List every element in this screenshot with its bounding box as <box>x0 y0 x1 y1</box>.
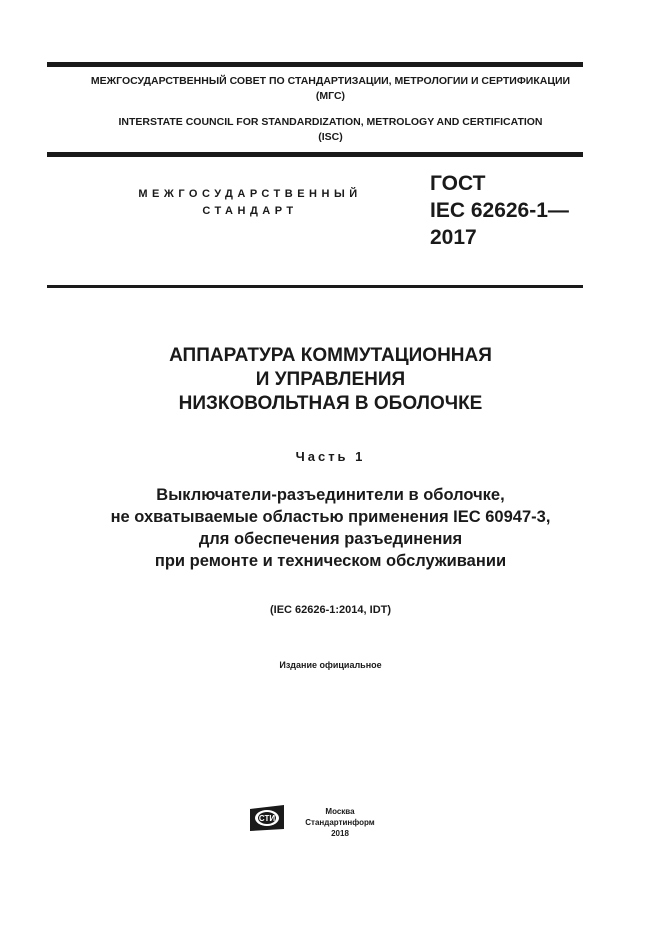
subtitle-line4: при ремонте и техническом обслуживании <box>154 552 507 570</box>
subtitle-line3: для обеспечения разъединения <box>198 530 463 548</box>
standard-type-line1: МЕЖГОСУДАРСТВЕННЫЙ <box>138 188 362 200</box>
middle-rule <box>47 152 583 157</box>
edition-label: Издание официальное <box>279 660 382 670</box>
title-line1: АППАРАТУРА КОММУТАЦИОННАЯ <box>169 345 492 366</box>
publisher-year: 2018 <box>331 829 349 838</box>
subtitle-line1: Выключатели-разъединители в оболочке, <box>156 486 505 504</box>
standard-type-line2: СТАНДАРТ <box>202 205 298 217</box>
standard-type <box>110 186 390 220</box>
designation-line3: 2017 <box>430 226 477 249</box>
title-line3: НИЗКОВОЛЬТНАЯ В ОБОЛОЧКЕ <box>178 393 483 414</box>
designation-line1: ГОСТ <box>430 172 486 195</box>
document-subtitle <box>0 484 661 572</box>
publisher-name: Стандартинформ <box>305 818 375 827</box>
council-en-abbr: (ISC) <box>318 131 343 143</box>
top-rule <box>47 62 583 67</box>
council-ru-abbr: (МГС) <box>315 90 346 102</box>
bottom-rule <box>47 285 583 288</box>
publisher-logo <box>250 805 286 831</box>
council-ru <box>0 74 661 104</box>
publisher-city: Москва <box>325 807 355 816</box>
council-en <box>0 115 661 145</box>
council-en-name: INTERSTATE COUNCIL FOR STANDARDIZATION, METROLOGY AND CERTIFICATION <box>118 116 543 128</box>
title-line2: И УПРАВЛЕНИЯ <box>255 369 406 390</box>
gost-designation <box>430 170 569 251</box>
document-title <box>0 344 661 416</box>
svg-text:СТИ: СТИ <box>258 814 276 823</box>
subtitle-line2: не охватываемые областью применения IEC 60947-3, <box>110 508 551 526</box>
sti-logo-icon <box>250 805 286 831</box>
publisher-info <box>290 806 390 839</box>
part-label: Часть 1 <box>295 449 366 464</box>
designation-line2: IEC 62626-1— <box>430 199 569 222</box>
source-reference: (IEC 62626-1:2014, IDT) <box>269 604 392 616</box>
council-ru-name: МЕЖГОСУДАРСТВЕННЫЙ СОВЕТ ПО СТАНДАРТИЗАЦИИ, МЕТРОЛОГИИ И СЕРТИФИКАЦИИ <box>90 75 571 87</box>
